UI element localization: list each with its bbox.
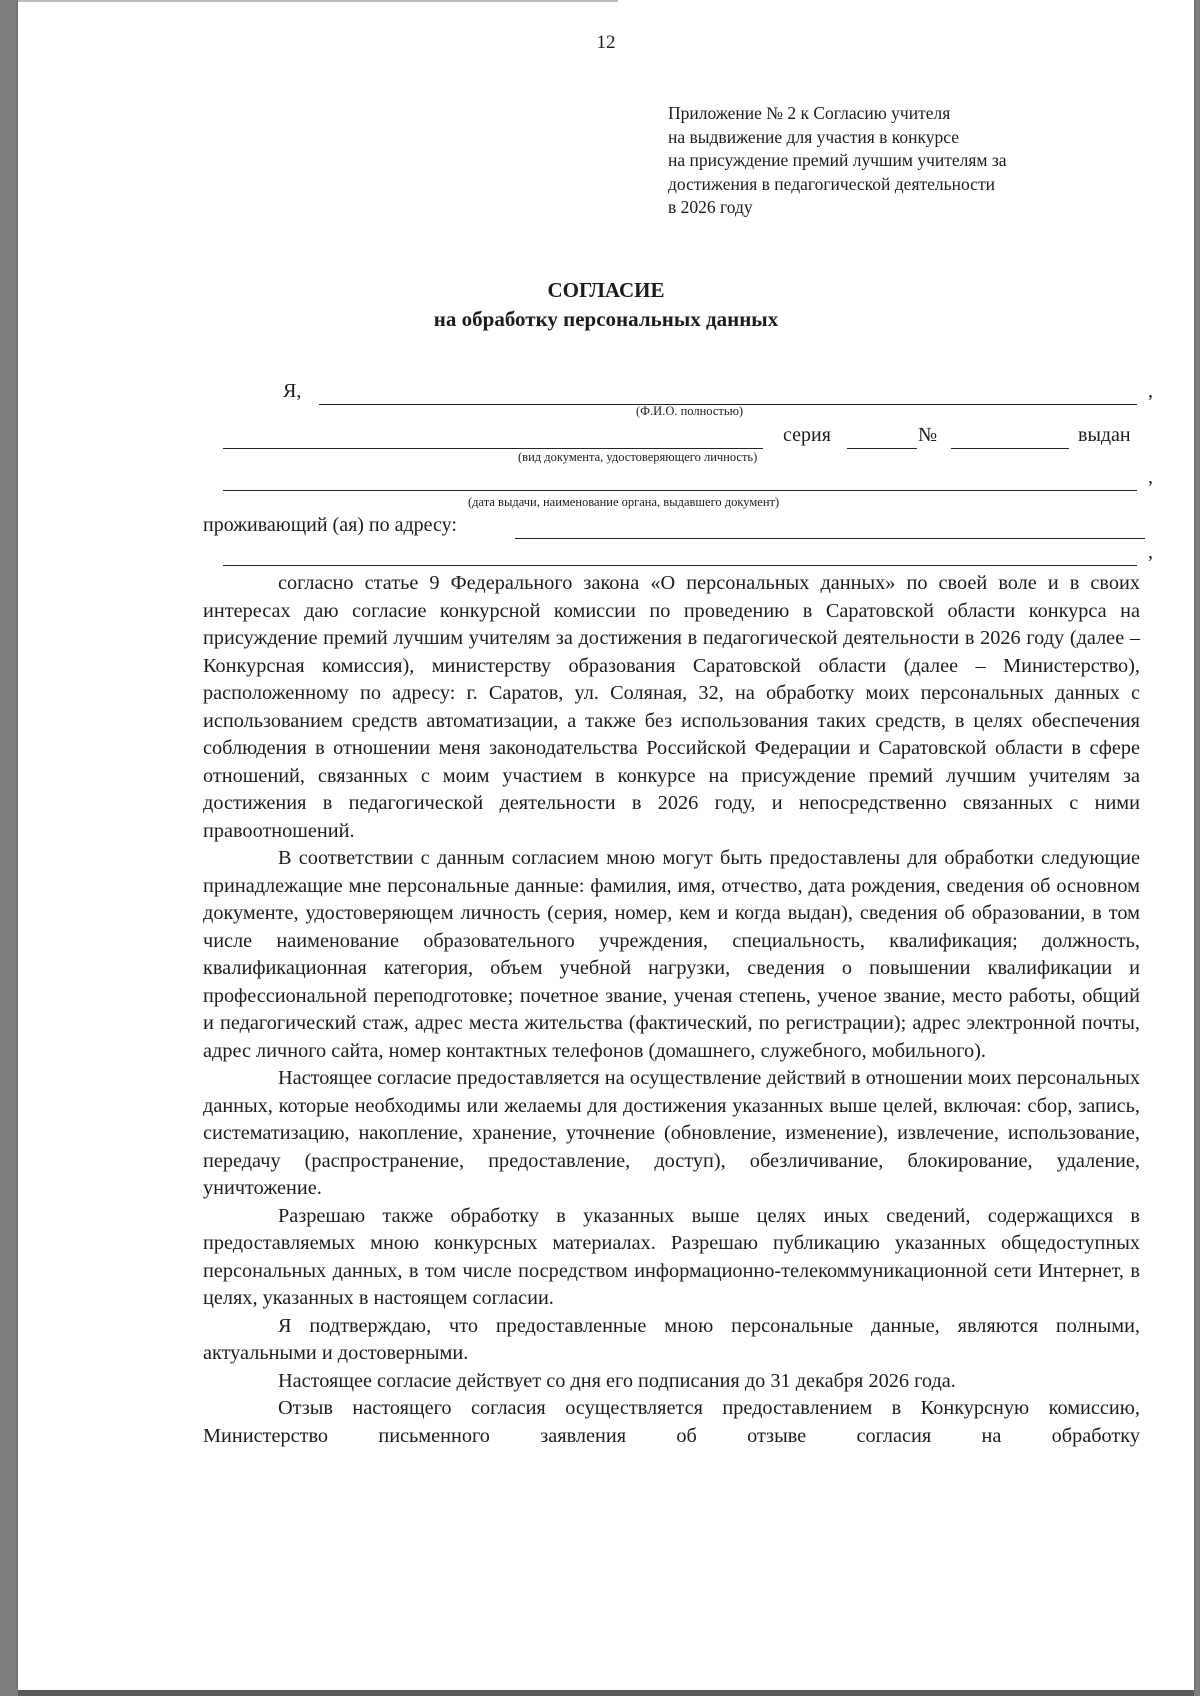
paragraph: В соответствии с данным согласием мною могут быть предоставлены для обработки следующие принадлежащие мне персональные данные: фамилия, имя, отчество, дата рождения, сведения об основном документе, удостоверяющем личность (серия, номер, кем и когда выдан), сведения об образовании, в том числе наименование образовательного учреждения, специальность, квалификация; должность, квалификационная категория, объем учебной нагрузки, сведения о повышении квалификации и профессиональной переподготовке; почетное звание, ученая степень, ученое звание, место работы, общий и педагогический стаж, адрес места жительства (фактический, по регистрации); адрес электронной почты, адрес личного сайта, номер контактных телефонов (домашнего, служебного, мобильного). [203,847,1140,1062]
fio-caption: (Ф.И.О. полностью) [636,404,744,418]
address-comma: , [1148,541,1153,563]
issue-comma: , [1148,466,1153,488]
document-caption: (вид документа, удостоверяющего личность) [518,450,758,464]
appendix-line: в 2026 году [668,197,753,217]
page-top-edge [18,0,618,2]
appendix-line: достижения в педагогической деятельности [668,173,995,194]
series-label: серия [783,424,831,446]
address-row [203,514,1139,544]
issue-row [203,466,1153,496]
document-title [18,276,1194,334]
number-label: № [918,424,938,446]
issue-details-field[interactable] [223,490,1137,491]
paragraph: Отзыв настоящего согласия осуществляется предоставлением в Конкурсную комиссию, Министерство письменного заявления об отзыве согласия на обработку [203,1397,1140,1447]
paragraph: Настоящее согласие предоставляется на осуществление действий в отношении моих персональных данных, которые необходимы или желаемы для достижения указанных выше целей, включая: сбор, запись, систематизацию, накопление, хранение, уточнение (обновление, изменение), извлечение, использование, передачу (распространение, предоставление, доступ), обезличивание, блокирование, удаление, уничтожение. [203,1067,1140,1199]
appendix-line: Приложение № 2 к Согласию учителя [668,103,951,123]
paragraph: согласно статье 9 Федерального закона «О персональных данных» по своей воле и в своих интересах даю согласие конкурсной комиссии по проведению в Саратовской области конкурса на присуждение премий лучшим учителям за достижения в педагогической деятельности в 2026 году (далее – Конкурсная комиссия), министерству образования Саратовской области (далее – Министерство), расположенному по адресу: г. Саратов, ул. Соляная, 32, на обработку моих персональных данных с использованием средств автоматизации, а также без использования таких средств, в целях обеспечения соблюдения в отношении меня законодательства Российской Федерации и Саратовской области в сфере отношений, связанных с моим участием в конкурсе на присуждение премий лучшим учителям за достижения в педагогической деятельности в 2026 году, и непосредственно связанных с ними правоотношений. [203,572,1140,842]
title-main: СОГЛАСИЕ [547,278,665,302]
appendix-line: на выдвижение для участия в конкурсе [668,126,960,147]
i-label: Я, [283,380,302,402]
page-bottom-edge [18,1690,1194,1696]
paragraph: Настоящее согласие действует со дня его подписания до 31 декабря 2026 года. [278,1369,956,1392]
address-row-2 [203,541,1153,571]
address-field[interactable] [515,538,1145,539]
paragraph: Я подтверждаю, что предоставленные мною персональные данные, являются полными, актуальными и достоверными. [203,1314,1140,1364]
issue-caption: (дата выдачи, наименование органа, выдавшего документ) [468,495,780,509]
number-field[interactable] [951,448,1069,449]
page-number: 12 [596,32,616,53]
title-sub: на обработку персональных данных [433,307,779,331]
series-field[interactable] [847,448,917,449]
fio-comma: , [1148,380,1153,402]
issued-label: выдан [1078,424,1131,446]
consent-body [203,570,1140,1450]
address-field-continuation[interactable] [223,565,1137,566]
document-type-field[interactable] [223,448,763,449]
address-label: проживающий (ая) по адресу: [203,514,457,536]
appendix-note [668,102,1007,220]
paragraph: Разрешаю также обработку в указанных выше целях иных сведений, содержащихся в предоставляемых мною конкурсных материалах. Разрешаю публикацию указанных общедоступных персональных данных, в том числе посредством информационно-телекоммуникационной сети Интернет, в целях, указанных в настоящем согласии. [203,1204,1140,1309]
appendix-line: на присуждение премий лучшим учителям за [668,150,1007,170]
document-page [18,0,1194,1690]
